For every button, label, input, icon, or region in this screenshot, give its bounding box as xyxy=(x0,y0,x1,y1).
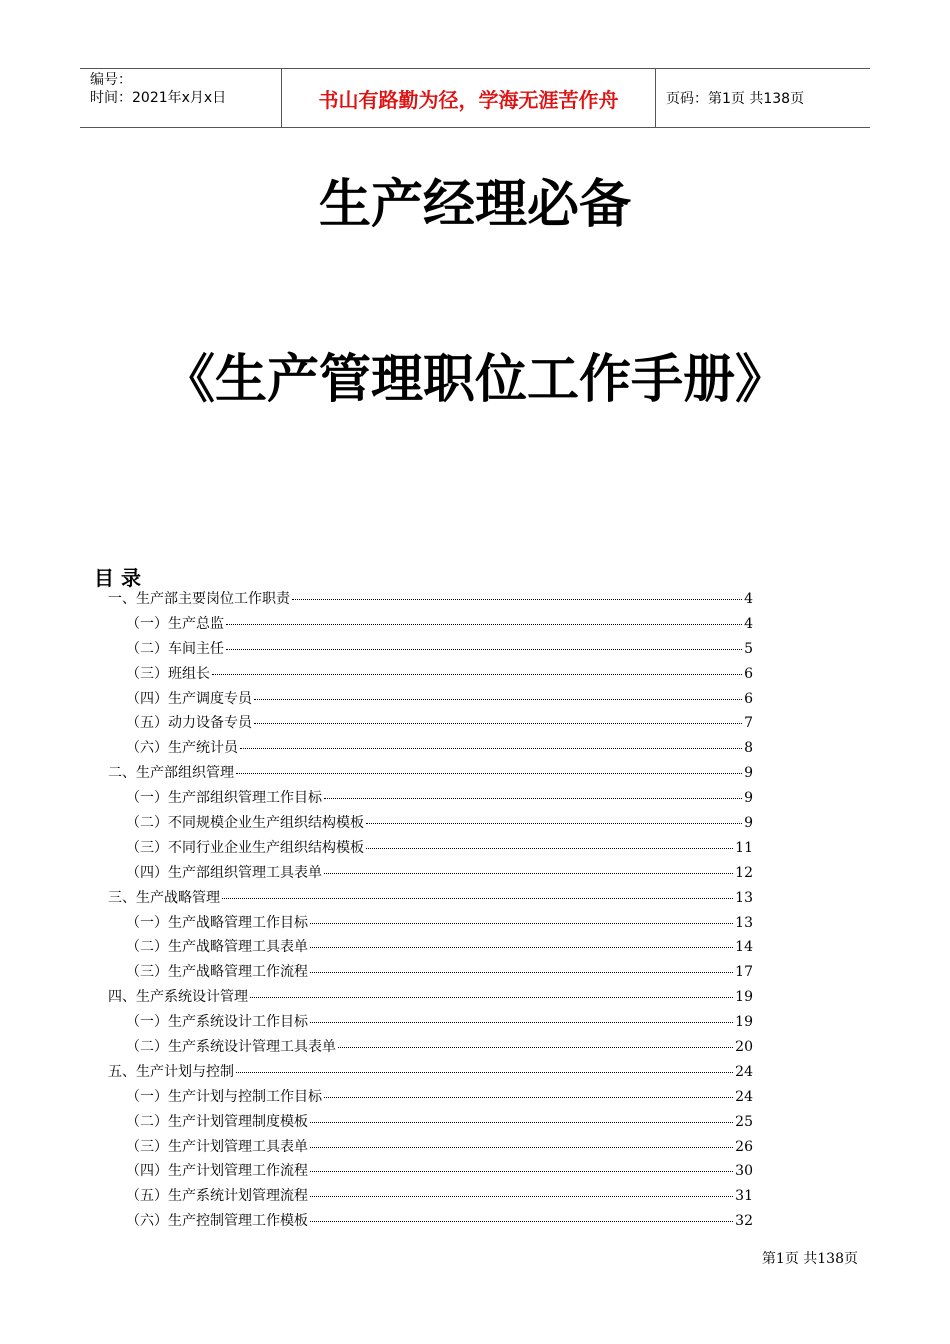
toc-entry-page: 19 xyxy=(735,989,753,1006)
toc-entry[interactable] xyxy=(108,762,753,787)
toc-entry[interactable] xyxy=(108,1086,753,1111)
toc-entry-page: 6 xyxy=(744,690,753,707)
toc-leader-dots xyxy=(250,997,733,998)
sub-title: 《生产管理职位工作手册》 xyxy=(162,350,787,410)
toc-leader-dots xyxy=(324,1097,733,1098)
toc-entry[interactable] xyxy=(108,1036,753,1061)
toc-entry[interactable] xyxy=(108,1160,753,1185)
toc-entry-label: 五、生产计划与控制 xyxy=(108,1063,234,1080)
toc-entry-page: 11 xyxy=(735,839,753,856)
toc-leader-dots xyxy=(222,898,733,899)
toc-entry-label: 三、生产战略管理 xyxy=(108,889,220,906)
toc-entry-page: 19 xyxy=(735,1014,753,1031)
toc-entry-page: 26 xyxy=(735,1138,753,1155)
toc-entry-label: （二）生产战略管理工具表单 xyxy=(126,939,308,956)
toc-leader-dots xyxy=(310,1122,733,1123)
page-footer: 第1页 共138页 xyxy=(761,1251,858,1267)
toc-entry-page: 13 xyxy=(735,889,753,906)
toc-entry-label: （一）生产系统设计工作目标 xyxy=(126,1014,308,1031)
toc-entry-label: 一、生产部主要岗位工作职责 xyxy=(108,591,290,607)
toc-leader-dots xyxy=(212,674,742,675)
toc-entry-label: 二、生产部组织管理 xyxy=(108,765,234,782)
toc-entry-label: （六）生产控制管理工作模板 xyxy=(126,1213,308,1230)
toc-leader-dots xyxy=(236,773,742,774)
toc-heading: 目 录 xyxy=(94,566,141,590)
toc-entry-page: 25 xyxy=(735,1113,753,1130)
toc-entry[interactable] xyxy=(108,663,753,688)
toc-entry-page: 4 xyxy=(744,615,753,632)
toc-entry-page: 9 xyxy=(744,790,753,807)
toc-entry-label: （三）班组长 xyxy=(126,665,210,682)
toc-entry[interactable] xyxy=(108,912,753,937)
toc-entry[interactable] xyxy=(108,887,753,912)
toc-leader-dots xyxy=(366,848,733,849)
toc-leader-dots xyxy=(310,972,733,973)
toc-leader-dots xyxy=(310,1147,733,1148)
toc-entry-label: （一）生产计划与控制工作目标 xyxy=(126,1088,322,1105)
table-of-contents xyxy=(108,588,753,1235)
toc-entry-page: 7 xyxy=(744,715,753,732)
header-page-info: 页码：第1页 共138页 xyxy=(666,91,805,107)
toc-entry-page: 30 xyxy=(735,1163,753,1180)
toc-entry-page: 9 xyxy=(744,815,753,832)
main-title: 生产经理必备 xyxy=(318,175,631,235)
toc-entry[interactable] xyxy=(108,862,753,887)
toc-leader-dots xyxy=(254,699,742,700)
toc-entry-label: （二）生产系统设计管理工具表单 xyxy=(126,1039,336,1056)
toc-entry[interactable] xyxy=(108,1136,753,1161)
toc-leader-dots xyxy=(310,1221,733,1222)
toc-entry[interactable] xyxy=(108,1111,753,1136)
toc-entry-page: 24 xyxy=(735,1088,753,1105)
toc-entry[interactable] xyxy=(108,961,753,986)
toc-leader-dots xyxy=(310,1171,733,1172)
toc-entry[interactable] xyxy=(108,812,753,837)
toc-leader-dots xyxy=(366,823,742,824)
toc-entry[interactable] xyxy=(108,837,753,862)
toc-entry[interactable] xyxy=(108,588,753,613)
toc-entry-label: （二）生产计划管理制度模板 xyxy=(126,1113,308,1130)
toc-entry-page: 9 xyxy=(744,765,753,782)
toc-entry-label: （二）车间主任 xyxy=(126,640,224,657)
toc-entry[interactable] xyxy=(108,787,753,812)
toc-entry-label: （一）生产部组织管理工作目标 xyxy=(126,790,322,807)
toc-entry-page: 13 xyxy=(735,914,753,931)
toc-entry[interactable] xyxy=(108,737,753,762)
toc-entry[interactable] xyxy=(108,1011,753,1036)
toc-entry-label: （二）不同规模企业生产组织结构模板 xyxy=(126,815,364,832)
toc-entry-label: 四、生产系统设计管理 xyxy=(108,989,248,1006)
toc-entry-page: 8 xyxy=(744,740,753,757)
toc-leader-dots xyxy=(324,873,733,874)
toc-leader-dots xyxy=(240,748,742,749)
toc-entry-label: （四）生产部组织管理工具表单 xyxy=(126,864,322,881)
toc-entry[interactable] xyxy=(108,638,753,663)
toc-leader-dots xyxy=(338,1047,733,1048)
toc-entry-label: （四）生产调度专员 xyxy=(126,690,252,707)
document-number-label: 编号： xyxy=(90,72,132,88)
toc-entry-page: 24 xyxy=(735,1063,753,1080)
toc-entry-page: 20 xyxy=(735,1039,753,1056)
toc-entry[interactable] xyxy=(108,712,753,737)
toc-leader-dots xyxy=(310,1196,733,1197)
toc-leader-dots xyxy=(324,798,742,799)
header-motto: 书山有路勤为径，学海无涯苦作舟 xyxy=(282,69,656,127)
toc-entry[interactable] xyxy=(108,986,753,1011)
toc-entry-label: （五）生产系统计划管理流程 xyxy=(126,1188,308,1205)
toc-leader-dots xyxy=(310,1022,733,1023)
toc-entry[interactable] xyxy=(108,1210,753,1235)
toc-entry[interactable] xyxy=(108,936,753,961)
toc-entry-page: 17 xyxy=(735,964,753,981)
toc-entry[interactable] xyxy=(108,613,753,638)
toc-entry-label: （一）生产战略管理工作目标 xyxy=(126,914,308,931)
toc-leader-dots xyxy=(310,947,733,948)
toc-entry-label: （六）生产统计员 xyxy=(126,740,238,757)
toc-entry-page: 31 xyxy=(735,1188,753,1205)
document-time-label: 时间：2021年x月x日 xyxy=(90,90,227,106)
toc-entry[interactable] xyxy=(108,1185,753,1210)
toc-entry-page: 14 xyxy=(735,939,753,956)
toc-leader-dots xyxy=(254,723,742,724)
toc-entry-label: （一）生产总监 xyxy=(126,615,224,632)
toc-entry-label: （三）生产战略管理工作流程 xyxy=(126,964,308,981)
toc-entry-label: （五）动力设备专员 xyxy=(126,715,252,732)
toc-leader-dots xyxy=(236,1072,733,1073)
toc-entry-page: 32 xyxy=(735,1213,753,1230)
toc-entry-page: 12 xyxy=(735,864,753,881)
toc-leader-dots xyxy=(292,599,742,600)
toc-entry-label: （三）不同行业企业生产组织结构模板 xyxy=(126,839,364,856)
toc-entry-label: （三）生产计划管理工具表单 xyxy=(126,1138,308,1155)
toc-entry[interactable] xyxy=(108,1061,753,1086)
toc-leader-dots xyxy=(226,649,742,650)
toc-entry[interactable] xyxy=(108,688,753,713)
toc-entry-page: 4 xyxy=(744,591,753,607)
toc-entry-label: （四）生产计划管理工作流程 xyxy=(126,1163,308,1180)
toc-entry-page: 6 xyxy=(744,665,753,682)
toc-leader-dots xyxy=(310,923,733,924)
header-meta xyxy=(80,69,282,127)
toc-entry-page: 5 xyxy=(744,640,753,657)
page-header xyxy=(80,68,870,128)
toc-leader-dots xyxy=(226,624,742,625)
